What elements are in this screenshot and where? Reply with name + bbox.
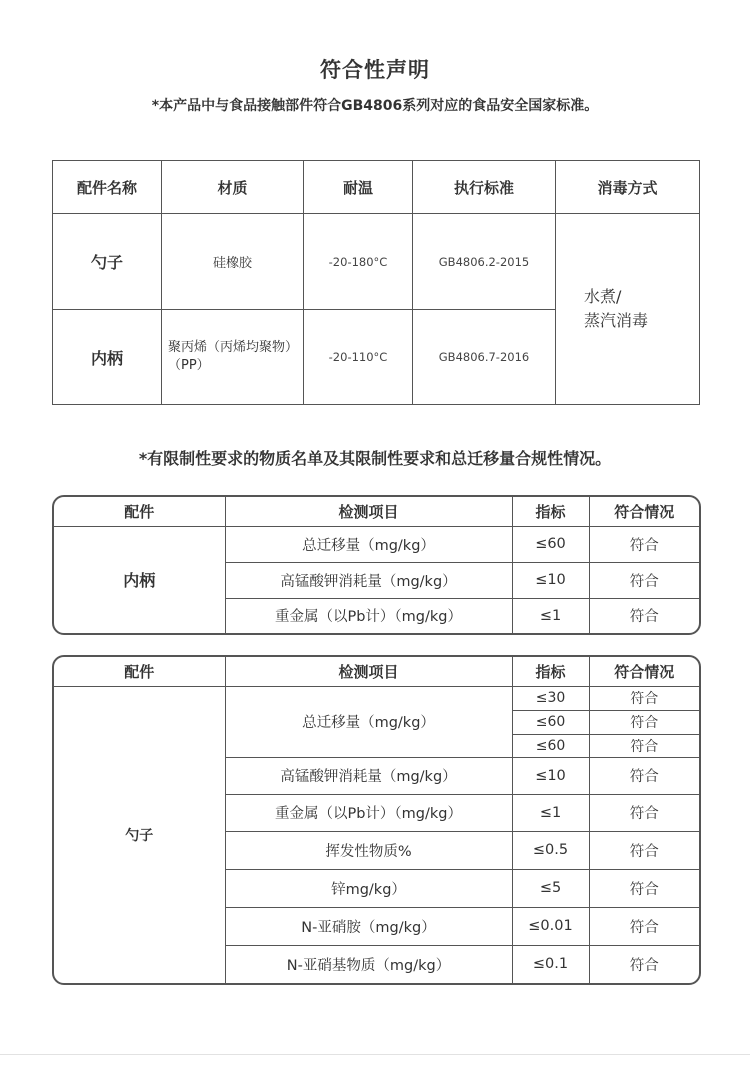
table-row [54, 526, 699, 562]
test-item: 挥发性物质% [225, 831, 512, 869]
header-test-item: 检测项目 [225, 657, 512, 686]
spoon-test-table [52, 655, 701, 985]
header-disinfection: 消毒方式 [556, 161, 700, 214]
test-item: 重金属（以Pb计）（mg/kg） [225, 794, 512, 831]
header-limit: 指标 [512, 657, 589, 686]
standard: GB4806.2-2015 [413, 214, 556, 310]
limit: ≤60 [512, 734, 589, 757]
limit: ≤5 [512, 869, 589, 907]
header-test-item: 检测项目 [225, 497, 512, 526]
standard: GB4806.7-2016 [413, 310, 556, 405]
restriction-note: *有限制性要求的物质名单及其限制性要求和总迁移量合规性情况。 [138, 449, 612, 468]
test-item: N-亚硝基物质（mg/kg） [225, 945, 512, 983]
header-result: 符合情况 [589, 657, 699, 686]
part-name: 勺子 [53, 214, 162, 310]
footer-divider [0, 1054, 750, 1055]
page-title: 符合性声明 [320, 58, 430, 82]
limit: ≤10 [512, 562, 589, 598]
table-header-row [53, 161, 700, 214]
limit: ≤0.1 [512, 945, 589, 983]
limit: ≤30 [512, 686, 589, 710]
part-name: 勺子 [54, 686, 225, 983]
result: 符合 [589, 757, 699, 794]
limit: ≤1 [512, 794, 589, 831]
result: 符合 [589, 598, 699, 633]
disinfection-line: 蒸汽消毒 [584, 311, 649, 330]
limit: ≤10 [512, 757, 589, 794]
header-part: 配件 [54, 497, 225, 526]
test-item: 总迁移量（mg/kg） [225, 686, 512, 757]
part-name: 内柄 [54, 526, 225, 633]
result: 符合 [589, 945, 699, 983]
header-material: 材质 [162, 161, 304, 214]
temperature: -20-110°C [304, 310, 413, 405]
disinfection-line: 水煮/ [584, 287, 622, 306]
test-item: 高锰酸钾消耗量（mg/kg） [225, 757, 512, 794]
limit: ≤60 [512, 710, 589, 734]
disinfection-method [556, 214, 700, 405]
header-part: 配件 [54, 657, 225, 686]
table-row [54, 686, 699, 710]
test-item: 重金属（以Pb计）（mg/kg） [225, 598, 512, 633]
header-result: 符合情况 [589, 497, 699, 526]
material: 聚丙烯（丙烯均聚物）（PP） [162, 310, 304, 405]
limit: ≤0.5 [512, 831, 589, 869]
result: 符合 [589, 526, 699, 562]
table-row [53, 214, 700, 310]
material: 硅橡胶 [162, 214, 304, 310]
result: 符合 [589, 562, 699, 598]
temperature: -20-180°C [304, 214, 413, 310]
component-spec-table [52, 160, 700, 405]
result: 符合 [589, 794, 699, 831]
compliance-note: *本产品中与食品接触部件符合GB4806系列对应的食品安全国家标准。 [151, 98, 599, 114]
header-standard: 执行标准 [413, 161, 556, 214]
result: 符合 [589, 907, 699, 945]
header-limit: 指标 [512, 497, 589, 526]
result: 符合 [589, 831, 699, 869]
limit: ≤60 [512, 526, 589, 562]
limit: ≤0.01 [512, 907, 589, 945]
table-header-row [54, 657, 699, 686]
test-item: 锌mg/kg） [225, 869, 512, 907]
test-item: 高锰酸钾消耗量（mg/kg） [225, 562, 512, 598]
result: 符合 [589, 710, 699, 734]
test-item: N-亚硝胺（mg/kg） [225, 907, 512, 945]
test-item: 总迁移量（mg/kg） [225, 526, 512, 562]
handle-test-table [52, 495, 701, 635]
header-part-name: 配件名称 [53, 161, 162, 214]
table-header-row [54, 497, 699, 526]
result: 符合 [589, 734, 699, 757]
result: 符合 [589, 686, 699, 710]
header-temperature: 耐温 [304, 161, 413, 214]
result: 符合 [589, 869, 699, 907]
part-name: 内柄 [53, 310, 162, 405]
limit: ≤1 [512, 598, 589, 633]
